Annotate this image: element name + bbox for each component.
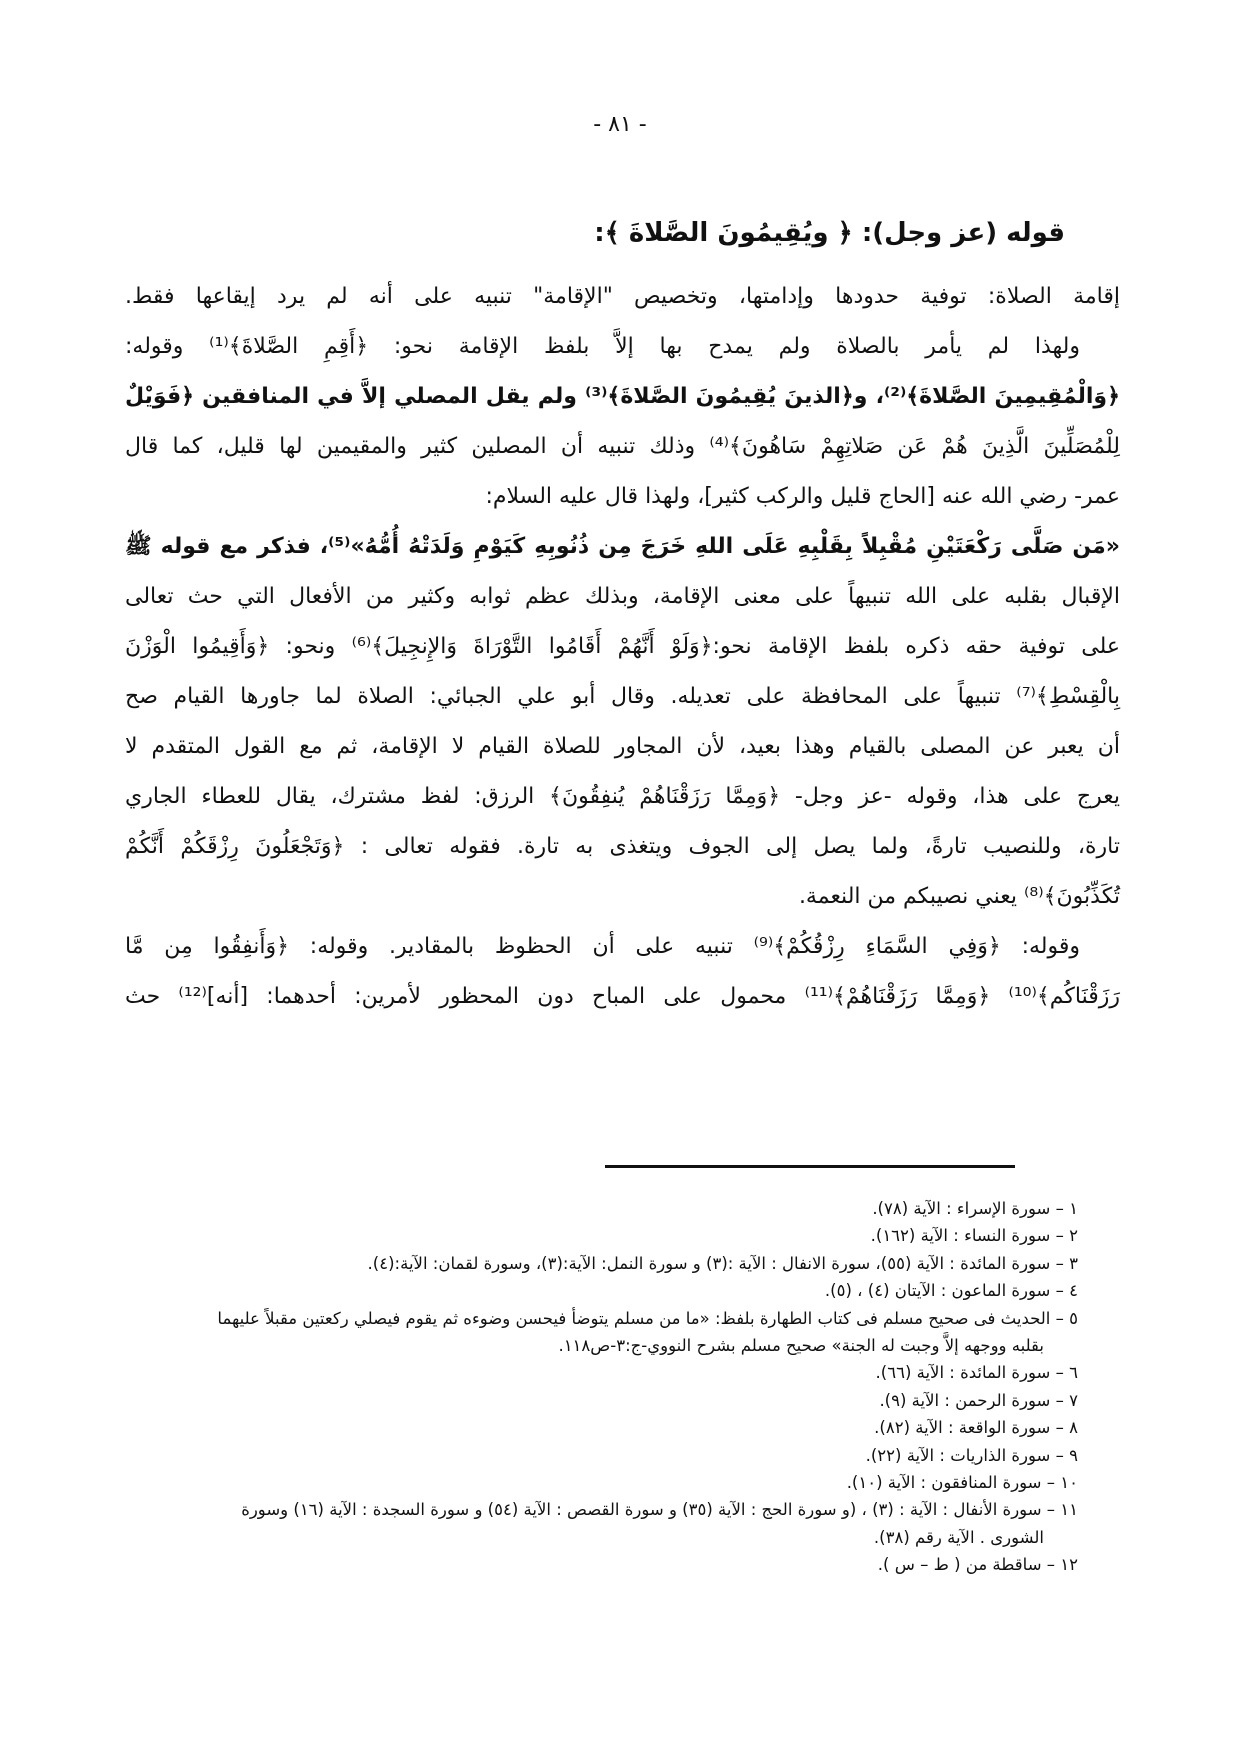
footnote: ٧ – سورة الرحمن : الآية (٩). <box>879 1390 1078 1410</box>
body-line: تُكَذِّبُونَ﴾⁽⁸⁾ يعني نصيبكم من النعمة. <box>798 884 1120 909</box>
body-line: ولهذا لم يأمر بالصلاة ولم يمدح بها إلاَّ بلفظ الإقامة نحو: ﴿أَقِمِ الصَّلاةَ﴾⁽¹⁾ وقوله: <box>125 334 1081 359</box>
footnote: ١١ – سورة الأنفال : الآية : (٣) ، (و سورة الحج : الآية (٣٥) و سورة القصص : الآية (٥٤) و سورة السجدة : الآية (١٦) وسورة <box>241 1500 1078 1520</box>
footnote: ١٠ – سورة المنافقون : الآية (١٠). <box>846 1473 1078 1493</box>
body-line: «مَن صَلَّى رَكْعَتَيْنِ مُقْبِلاً بِقَلْبِهِ عَلَى اللهِ خَرَجَ مِن ذُنُوبِهِ كَيَوْمِ وَلَدَتْهُ أُمُّهُ»⁽⁵⁾، فذكر مع قوله ﷺ <box>125 534 1120 559</box>
footnote: ٢ – سورة النساء : الآية (١٦٢). <box>870 1226 1078 1246</box>
footnote-continuation: بقلبه ووجهه إلاَّ وجبت له الجنة» صحيح مسلم بشرح النووي-ج:٣-ص١١٨. <box>558 1336 1044 1356</box>
footnote: ١٢ – ساقطة من ( ط – س ). <box>877 1555 1078 1575</box>
body-line: على توفية حقه ذكره بلفظ الإقامة نحو:﴿وَلَوْ أَنَّهُمْ أَقَامُوا التَّوْرَاةَ وَالإِنجِيلَ﴾⁽⁶⁾ ونحو: ﴿وَأَقِيمُوا الْوَزْنَ <box>125 634 1120 659</box>
footnote: ٩ – سورة الذاريات : الآية (٢٢). <box>865 1445 1078 1465</box>
body-line: يعرج على هذا، وقوله -عز وجل- ﴿وَمِمَّا رَزَقْنَاهُمْ يُنفِقُونَ﴾ الرزق: لفظ مشترك، يقال للعطاء الجاري <box>125 784 1120 809</box>
body-line: أن يعبر عن المصلى بالقيام وهذا بعيد، لأن المجاور للصلاة القيام لا الإقامة، ثم مع القول المتقدم لا <box>125 734 1120 759</box>
body-line: تارة، وللنصيب تارةً، ولما يصل إلى الجوف ويتغذى به تارة. فقوله تعالى : ﴿وَتَجْعَلُونَ رِزْقَكُمْ أَنَّكُمْ <box>125 834 1120 859</box>
body-line: رَزَقْنَاكُم﴾⁽¹⁰⁾ ﴿وَمِمَّا رَزَقْنَاهُمْ﴾⁽¹¹⁾ محمول على المباح دون المحظور لأمرين: أحدهما: [أنه]⁽¹²⁾ حث <box>125 984 1121 1009</box>
footnote-continuation: الشورى . الآية رقم (٣٨). <box>873 1527 1044 1547</box>
footnote: ٣ – سورة المائدة : الآية (٥٥)، سورة الانفال : الآية :(٣) و سورة النمل: الآية:(٣)، وسورة لقمان: الآية:(٤). <box>367 1253 1078 1273</box>
body-line: وقوله: ﴿وَفِي السَّمَاءِ رِزْقُكُمْ﴾⁽⁹⁾ تنبيه على أن الحظوظ بالمقادير. وقوله: ﴿وَأَنفِقُوا مِن مَّا <box>125 934 1080 959</box>
body-line: إقامة الصلاة: توفية حدودها وإدامتها، وتخصيص "الإقامة" تنبيه على أنه لم يرد إيقاعها فقط. <box>125 284 1120 309</box>
section-heading: قوله (عز وجل): ﴿ ويُقِيمُونَ الصَّلاةَ ﴾: <box>594 218 1065 248</box>
footnotes <box>140 1195 1090 1579</box>
body-line: عمر- رضي الله عنه [الحاج قليل والركب كثير]، ولهذا قال عليه السلام: <box>485 484 1120 509</box>
footnote: ١ – سورة الإسراء : الآية (٧٨). <box>872 1199 1078 1218</box>
footnote-separator <box>605 1165 1015 1168</box>
footnote: ٨ – سورة الواقعة : الآية (٨٢). <box>874 1418 1078 1438</box>
body-line: الإقبال بقلبه على الله تنبيهاً على معنى الإقامة، وبذلك عظم ثوابه وكثير من الأفعال التي حث تعالى <box>125 584 1120 609</box>
page-number: - ٨١ - <box>593 112 647 137</box>
body-text <box>125 272 1120 1022</box>
footnote: ٤ – سورة الماعون : الآيتان (٤) ، (٥). <box>824 1281 1078 1301</box>
footnote: ٦ – سورة المائدة : الآية (٦٦). <box>875 1363 1078 1383</box>
body-line: لِلْمُصَلِّينَ الَّذِينَ هُمْ عَن صَلاتِهِمْ سَاهُونَ﴾⁽⁴⁾ وذلك تنبيه أن المصلين كثير والمقيمين لها قليل، كما قال <box>125 434 1120 459</box>
body-line: بِالْقِسْطِ﴾⁽⁷⁾ تنبيهاً على المحافظة على تعديله. وقال أبو علي الجبائي: الصلاة لما جاورها القيام صح <box>125 684 1120 709</box>
body-line: ﴿وَالْمُقِيمِينَ الصَّلاةَ﴾⁽²⁾، و﴿الذينَ يُقِيمُونَ الصَّلاةَ﴾⁽³⁾ ولم يقل المصلي إلاَّ في المنافقين ﴿فَوَيْلٌ <box>125 384 1120 409</box>
footnote: ٥ – الحديث فى صحيح مسلم فى كتاب الطهارة بلفظ: «ما من مسلم يتوضأ فيحسن وضوءه ثم يقوم فيصلي ركعتين مقبلاً عليهما <box>217 1308 1078 1328</box>
